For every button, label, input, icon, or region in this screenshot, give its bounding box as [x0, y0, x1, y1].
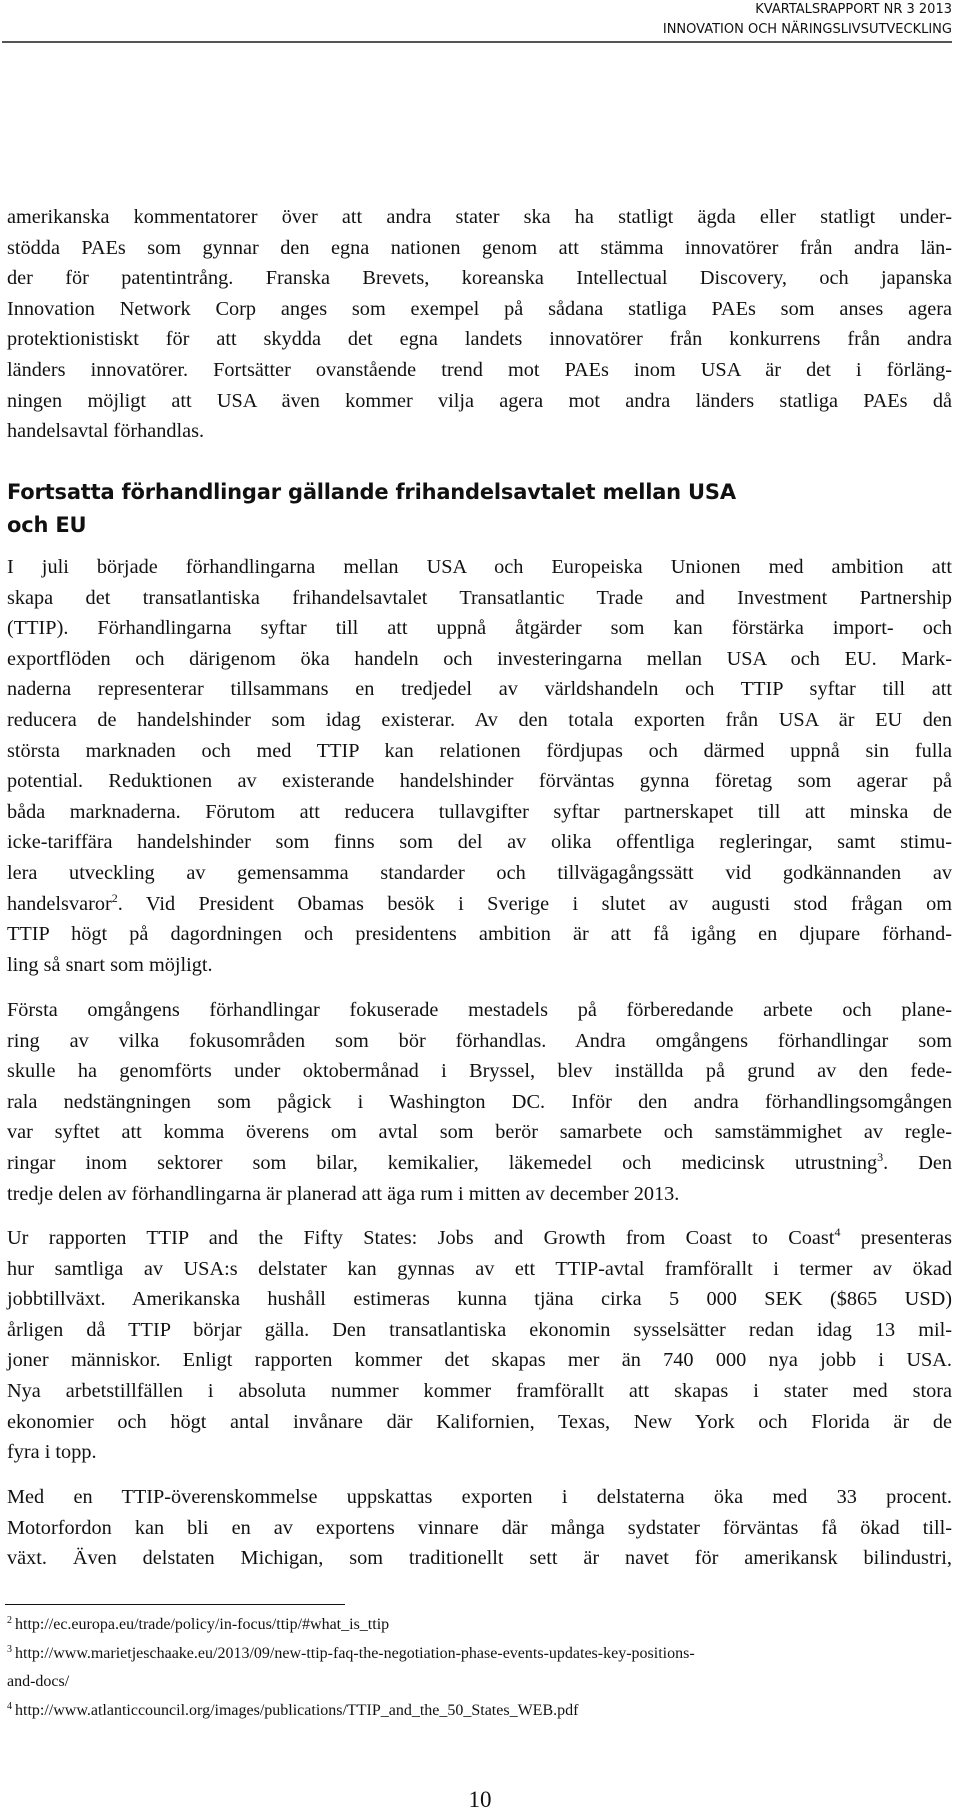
text-segment: årligen då TTIP börjar gälla. Den transatlantiska ekonomin sysselsätter redan idag 13 mil- — [7, 1318, 952, 1341]
text-segment: joner människor. Enligt rapporten kommer det skapas mer än 740 000 nya jobb i USA. — [7, 1349, 952, 1372]
footnote-number: 3 — [7, 1643, 12, 1655]
text-line — [7, 1376, 952, 1407]
footnote-url[interactable]: http://www.atlanticcouncil.org/images/publications/TTIP_and_the_50_States_WEB.pdf — [15, 1701, 579, 1719]
text-line — [7, 613, 952, 644]
section-heading — [7, 476, 952, 542]
text-segment: skapa det transatlantiska frihandelsavtalet Transatlantic Trade and Investment Partnership — [7, 586, 952, 609]
text-line — [7, 583, 952, 614]
text-segment: växt. Även delstaten Michigan, som traditionellt sett är navet för amerikansk bilindustri, — [7, 1547, 952, 1570]
text-line — [7, 736, 952, 767]
text-segment: båda marknaderna. Förutom att reducera tullavgifter syftar partnerskapet till att minska de — [7, 800, 952, 823]
text-segment: största marknaden och med TTIP kan relationen fördjupas och därmed uppnå sin fulla — [7, 739, 952, 762]
text-line — [7, 889, 952, 920]
text-line — [7, 1148, 952, 1179]
text-line — [7, 1284, 952, 1315]
text-line — [7, 766, 952, 797]
text-segment: stödda PAEs som gynnar den egna nationen genom att stämma innovatörer från andra län- — [7, 236, 952, 259]
text-segment: ringar inom sektorer som bilar, kemikalier, läkemedel och medicinsk utrustning — [7, 1151, 878, 1174]
text-line — [7, 674, 952, 705]
text-segment: handelsavtal förhandlas. — [7, 420, 205, 443]
text-line — [7, 950, 952, 981]
text-line — [7, 233, 952, 264]
text-segment: jobbtillväxt. Amerikanska hushåll estimeras kunna tjäna cirka 5 000 SEK ($865 USD) — [7, 1288, 952, 1311]
section-heading-line: Fortsatta förhandlingar gällande frihandelsavtalet mellan USA — [7, 480, 736, 504]
footnote — [7, 1697, 952, 1726]
text-segment: tredje delen av förhandlingarna är planerad att äga rum i mitten av december 2013. — [7, 1182, 680, 1205]
footnote — [7, 1668, 952, 1697]
running-header-subtitle: INNOVATION OCH NÄRINGSLIVSUTVECKLING — [662, 22, 952, 37]
text-segment: rala nedstängningen som pågick i Washington DC. Inför den andra förhandlingsomgången — [7, 1090, 952, 1113]
text-segment: TTIP högt på dagordningen och presidentens ambition är att få igång en djupare förhand- — [7, 923, 952, 946]
footnote-number: 4 — [7, 1700, 12, 1712]
text-line — [7, 552, 952, 583]
text-segment: Motorfordon kan bli en av exportens vinnare där många sydstater förväntas få ökad till- — [7, 1516, 952, 1539]
text-segment: ningen möjligt att USA även kommer vilja agera mot andra länders statliga PAEs då — [7, 389, 952, 412]
text-segment: naderna representerar tillsammans en tredjedel av världshandeln och TTIP syftar till att — [7, 678, 952, 701]
footnote — [7, 1611, 952, 1640]
text-line — [7, 1513, 952, 1544]
section-heading-line: och EU — [7, 513, 87, 537]
text-line — [7, 1117, 952, 1148]
text-line — [7, 1345, 952, 1376]
text-line — [7, 1179, 952, 1210]
text-segment: skulle ha genomförts under oktobermånad i Bryssel, blev inställda på grund av den fede- — [7, 1060, 952, 1083]
text-segment: Första omgångens förhandlingar fokuserade mestadels på förberedande arbete och plane- — [7, 999, 952, 1021]
text-segment: länders innovatörer. Fortsätter ovanstående trend mot PAEs inom USA är det i förläng- — [7, 358, 952, 381]
paragraph-export-growth — [7, 1482, 952, 1574]
text-line — [7, 1543, 952, 1574]
text-segment: potential. Reduktionen av existerande handelshinder förväntas gynna företag som agerar på — [7, 770, 952, 793]
text-line — [7, 386, 952, 417]
text-segment: ekonomier och högt antal invånare där Kalifornien, Texas, New York och Florida är de — [7, 1410, 952, 1433]
header-divider — [2, 41, 952, 43]
text-line — [7, 202, 952, 233]
text-segment: var syftet att komma överens om avtal som berör samarbete och samstämmighet av regle- — [7, 1121, 952, 1144]
text-segment: icke-tariffära handelshinder som finns som del av olika offentliga regleringar, samt stimu- — [7, 831, 952, 854]
text-line — [7, 294, 952, 325]
footnote-url[interactable]: and-docs/ — [7, 1673, 70, 1690]
footnote-reference: 4 — [834, 1225, 841, 1239]
text-line — [7, 1315, 952, 1346]
footnote-reference: 2 — [111, 890, 118, 905]
footnote-url[interactable]: http://ec.europa.eu/trade/policy/in-focus/ttip/#what_is_ttip — [15, 1616, 390, 1633]
text-segment: presenteras — [840, 1227, 952, 1249]
text-line — [7, 827, 952, 858]
text-segment: Nya arbetstillfällen i absoluta nummer kommer framförallt att skapas i stater med stora — [7, 1379, 952, 1402]
text-line — [7, 416, 952, 447]
text-segment: Med en TTIP-överenskommelse uppskattas exporten i delstaterna öka med 33 procent. — [7, 1486, 952, 1508]
text-segment: exportflöden och därigenom öka handeln och investeringarna mellan USA och EU. Mark- — [7, 647, 952, 670]
text-segment: hur samtliga av USA:s delstater kan gynnas av ett TTIP-avtal framförallt i termer av ökad — [7, 1257, 952, 1280]
page-number: 10 — [468, 1787, 492, 1812]
text-segment: (TTIP). Förhandlingarna syftar till att uppnå åtgärder som kan förstärka import- och — [7, 617, 952, 640]
text-segment: Ur rapporten TTIP and the Fifty States: Jobs and Growth from Coast to Coast — [7, 1227, 835, 1249]
text-line — [7, 995, 952, 1026]
footnote — [7, 1640, 952, 1669]
text-line — [7, 263, 952, 294]
text-line — [7, 324, 952, 355]
text-segment: . Den — [883, 1151, 952, 1174]
text-segment: amerikanska kommentatorer över att andra stater ska ha statligt ägda eller statligt under- — [7, 206, 952, 228]
text-segment: ring av vilka fokusområden som bör förhandlas. Andra omgångens förhandlingar som — [7, 1029, 952, 1052]
text-line — [7, 644, 952, 675]
text-segment: fyra i topp. — [7, 1441, 97, 1464]
text-line — [7, 1026, 952, 1057]
text-segment: . Vid President Obamas besök i Sverige i slutet av augusti stod frågan om — [117, 892, 952, 915]
text-segment: I juli började förhandlingarna mellan USA och Europeiska Unionen med ambition att — [7, 556, 952, 578]
text-line — [7, 797, 952, 828]
text-line — [7, 858, 952, 889]
text-segment: reducera de handelshinder som idag existerar. Av den totala exporten från USA är EU den — [7, 708, 952, 731]
text-segment: ling så snart som möjligt. — [7, 953, 213, 976]
text-line — [7, 1437, 952, 1468]
text-segment: der för patentintrång. Franska Brevets, koreanska Intellectual Discovery, och japanska — [7, 267, 952, 290]
text-line — [7, 1407, 952, 1438]
text-segment: Innovation Network Corp anges som exempel på sådana statliga PAEs som anses agera — [7, 297, 952, 320]
paragraph-negotiation-rounds — [7, 995, 952, 1209]
text-line — [7, 355, 952, 386]
text-line — [7, 1056, 952, 1087]
text-line — [7, 1482, 952, 1513]
text-line — [7, 919, 952, 950]
text-segment: protektionistiskt för att skydda det egna landets innovatörer från konkurrens från andra — [7, 328, 952, 351]
text-line — [7, 1087, 952, 1118]
text-line — [7, 1223, 952, 1254]
text-line — [7, 705, 952, 736]
footnote-number: 2 — [7, 1615, 12, 1626]
text-segment: lera utveckling av gemensamma standarder och tillvägagångssätt vid godkännanden av — [7, 861, 952, 884]
paragraph-fifty-states-report — [7, 1223, 952, 1468]
footnote-reference: 3 — [877, 1149, 884, 1164]
running-header-title: KVARTALSRAPPORT NR 3 2013 — [755, 2, 952, 17]
text-segment: handelsvaror — [7, 892, 112, 915]
paragraph-paes — [7, 202, 952, 447]
footnotes — [7, 1611, 952, 1725]
text-line — [7, 1254, 952, 1285]
footnote-divider — [5, 1604, 345, 1605]
paragraph-ttip-intro — [7, 552, 952, 980]
footnote-url[interactable]: http://www.marietjeschaake.eu/2013/09/new-ttip-faq-the-negotiation-phase-events-updates-key-positions- — [15, 1644, 695, 1662]
